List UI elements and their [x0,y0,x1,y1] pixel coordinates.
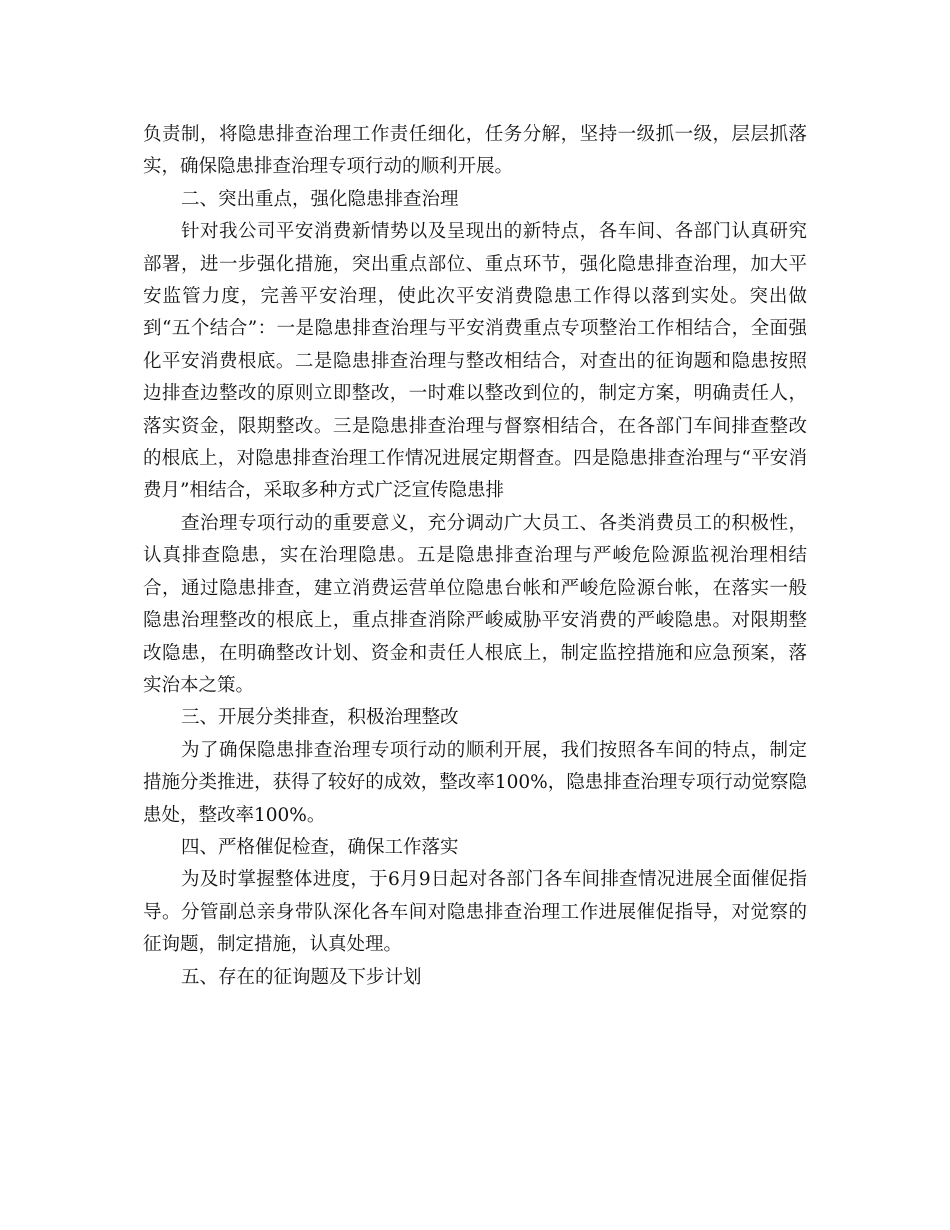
paragraph-body: 为及时掌握整体进度，于6月9日起对各部门各车间排查情况进展全面催促指导。分管副总亲身带队深化各车间对隐患排查治理工作进展催促指导，对觉察的征询题，制定措施，认真处理。 [143,869,807,956]
paragraph-body: 为了确保隐患排查治理专项行动的顺利开展，我们按照各车间的特点，制定措施分类推进，获得了较好的成效，整改率100%，隐患排查治理专项行动觉察隐患处，整改率100%。 [143,739,807,826]
section-heading-2: 二、突出重点，强化隐患排查治理 [181,188,459,210]
paragraph-body: 查治理专项行动的重要意义，充分调动广大员工、各类消费员工的积极性，认真排查隐患，实在治理隐患。五是隐患排查治理与严峻危险源监视治理相结合，通过隐患排查，建立消费运营单位隐患台帐和严峻危险源台帐，在落实一般隐患治理整改的根底上，重点排查消除严峻威胁平安消费的严峻隐患。对限期整改隐患，在明确整改计划、资金和责任人根底上，制定监控措施和应急预案，落实治本之策。 [143,512,807,696]
section-heading-4: 四、严格催促检查，确保工作落实 [181,836,459,858]
section-heading-5: 五、存在的征询题及下步计划 [181,966,422,988]
section-heading-3: 三、开展分类排查，积极治理整改 [181,707,459,729]
paragraph-continuation: 负责制，将隐患排查治理工作责任细化，任务分解，坚持一级抓一级，层层抓落实，确保隐患排查治理专项行动的顺利开展。 [143,124,807,178]
document-page [143,119,807,994]
paragraph-body: 针对我公司平安消费新情势以及呈现出的新特点，各车间、各部门认真研究部署，进一步强化措施，突出重点部位、重点环节，强化隐患排查治理，加大平安监管力度，完善平安治理，使此次平安消费隐患工作得以落到实处。突出做到“五个结合”：一是隐患排查治理与平安消费重点专项整治工作相结合，全面强化平安消费根底。二是隐患排查治理与整改相结合，对查出的征询题和隐患按照边排查边整改的原则立即整改，一时难以整改到位的，制定方案，明确责任人，落实资金，限期整改。三是隐患排查治理与督察相结合，在各部门车间排查整改的根底上，对隐患排查治理工作情况进展定期督查。四是隐患排查治理与“平安消费月”相结合，采取多种方式广泛宣传隐患排 [143,221,807,502]
